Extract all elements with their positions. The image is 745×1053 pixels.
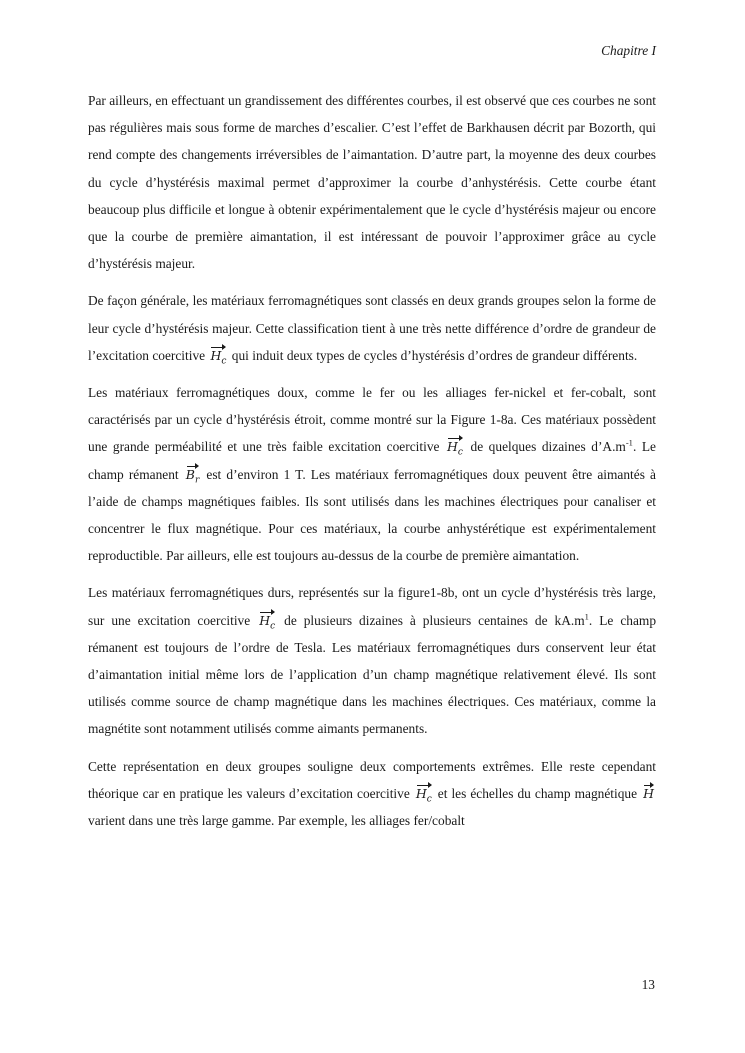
paragraph-text: . Le champ rémanent est toujours de l’ordre de Tesla. Les matériaux ferromagnétiques durs conservent leur état d’aimantation initial même lors de l’application d’un champ magnétique relativement élevé. Ils sont utilisés comme source de champ magnétique dans les machines électriques. Ces matériaux, comme la magnétite sont notamment utilisés comme aimants permanents. — [88, 612, 657, 737]
paragraph-hard-materials — [88, 579, 656, 742]
paragraph-text: de plusieurs dizaines à plusieurs centaines de kA.m — [284, 612, 585, 628]
paragraph-soft-materials — [88, 379, 656, 569]
magnetic-field-symbol: H — [643, 785, 654, 801]
paragraph-text: Cette représentation en deux groupes souligne deux comportements extrêmes. Elle reste cependant théorique car en pratique les valeurs d’excitation coercitive — [88, 758, 656, 801]
paragraph-classification — [88, 287, 656, 369]
paragraph-text: Les matériaux ferromagnétiques doux, comme le fer ou les alliages fer-nickel et fer-cobalt, sont caractérisés par un cycle d’hystérésis étroit, comme montré sur la Figure 1-8a. Ces matériaux possèdent une grande perméabilité et une très faible excitation coercitive — [88, 385, 656, 455]
paragraph-text: De façon générale, les matériaux ferromagnétiques sont classés en deux grands groupes selon la forme de leur cycle d’hystérésis majeur. Cette classification tient à une très nette différence d’ordre de grandeur de l’excitation coercitive — [88, 293, 656, 363]
document-body — [88, 87, 656, 844]
paragraph-text: Par ailleurs, en effectuant un grandissement des différentes courbes, il est observé que ces courbes ne sont pas régulières mais sous forme de marches d’escalier. C’est l’effet de Barkhausen décrit par Bozorth, qui rend compte des changements irréversibles de l’aimantation. D’autre part, la moyenne des deux courbes du cycle d’hystérésis maximal permet d’approximer la courbe d’anhystérésis. Cette courbe étant beaucoup plus difficile et longue à obtenir expérimentalement que le cycle d’hystérésis majeur ou encore que la courbe de première aimantation, il est intéressant de pouvoir l’approximer grâce au cycle d’hystérésis majeur. — [88, 93, 656, 272]
exponent: -1 — [625, 437, 633, 448]
page-number: 13 — [641, 977, 655, 992]
paragraph-text: et les échelles du champ magnétique — [437, 785, 638, 801]
coercive-field-symbol: $H_c$ — [210, 347, 227, 367]
paragraph-representation — [88, 753, 656, 835]
paragraph-barkhausen — [88, 87, 656, 277]
paragraph-text: de quelques dizaines d’A.m — [470, 439, 626, 455]
paragraph-text: est d’environ 1 T. Les matériaux ferromagnétiques doux peuvent être aimantés à l’aide de champs magnétiques faibles. Ils sont utilisés dans les machines électriques pour canaliser et concentrer le flux magnétique. Pour ces matériaux, la courbe anhystérétique est expérimentalement reproductible. Par ailleurs, elle est toujours au-dessus de la courbe de première aimantation. — [88, 466, 656, 564]
exponent: 1 — [584, 611, 589, 622]
coercive-field-symbol: $H_c$ — [447, 439, 463, 458]
paragraph-text: Les matériaux ferromagnétiques durs, représentés sur la figure1-8b, ont un cycle d’hystérésis très large, sur une excitation coercitive — [88, 585, 656, 628]
paragraph-text: qui induit deux types de cycles d’hystérésis d’ordres de grandeur différents. — [231, 347, 638, 363]
chapter-header: Chapitre I — [601, 43, 656, 58]
coercive-field-symbol: $H_c$ — [415, 785, 432, 805]
remanent-field-symbol: $B_r$ — [185, 466, 200, 486]
coercive-field-symbol: $H_c$ — [259, 612, 276, 632]
paragraph-text: . Le champ rémanent — [88, 439, 656, 482]
paragraph-text: varient dans une très large gamme. Par exemple, les alliages fer/cobalt — [88, 813, 465, 829]
